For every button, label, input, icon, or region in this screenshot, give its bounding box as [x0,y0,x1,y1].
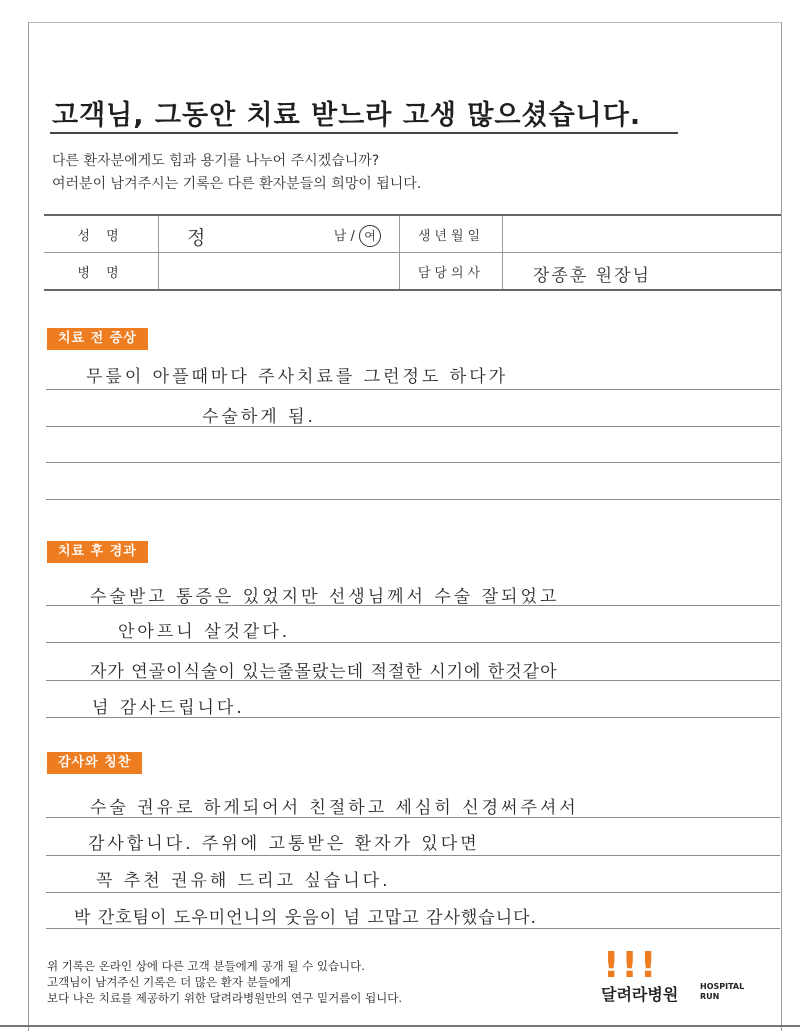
after-line-3: 자가 연골이식술이 있는줄몰랐는데 적절한 시기에 한것같아 [90,662,558,682]
ruled-line [46,426,780,427]
intro-line-2: 여러분이 남겨주시는 기록은 다른 환자분들의 희망이 됩니다. [52,176,422,192]
disease-label: 병 명 [44,253,159,291]
gender-male[interactable]: 남 [333,229,347,244]
before-line-1: 무릎이 아플때마다 주사치료를 그런정도 하다가 [86,367,509,387]
thanks-line-2: 감사합니다. 주위에 고통받은 환자가 있다면 [88,834,480,854]
ruled-line [46,928,780,929]
ruled-line [46,499,780,500]
section-before-label: 치료 전 증상 [47,328,148,350]
intro-line-1: 다른 환자분에게도 힘과 용기를 나누어 주시겠습니까? [52,153,380,169]
doctor-label: 담당의사 [400,253,503,291]
logo-name-english-2: RUN [700,992,720,1001]
name-field[interactable] [159,215,400,253]
ruled-line [46,717,780,718]
logo-name-english-1: HOSPITAL [700,982,745,991]
ruled-line [46,462,780,463]
name-value: 정 [187,227,208,249]
ruled-line [46,389,780,390]
after-line-4: 넘 감사드립니다. [92,698,245,718]
ruled-line [46,892,780,893]
section-thanks-label: 감사와 칭찬 [47,752,142,774]
title-underline [50,132,678,134]
ruled-line [46,680,780,681]
doctor-field[interactable] [503,253,782,291]
before-line-2: 수술하게 됨. [202,407,316,427]
bottom-border [0,1025,800,1027]
info-row-1 [44,215,781,253]
after-line-2: 안아프니 살것같다. [118,622,291,642]
patient-info-table [44,214,781,291]
disease-field[interactable] [159,253,400,291]
footer-line-2: 고객님이 남겨주신 기록은 더 많은 환자 분들에게 [47,975,292,989]
ruled-line [46,605,780,606]
gender-selector[interactable]: 남 / 여 [334,225,381,247]
gender-female-circled[interactable]: 여 [359,225,381,247]
thanks-line-1: 수술 권유로 하게되어서 친절하고 세심히 신경써주셔서 [90,798,579,818]
footer-line-1: 위 기록은 온라인 상에 다른 고객 분들에게 공개 될 수 있습니다. [47,959,365,973]
logo-exclamation-marks: !!! [603,945,659,986]
section-after-label: 치료 후 경과 [47,541,148,563]
footer-line-3: 보다 나은 치료를 제공하기 위한 달려라병원만의 연구 밑거름이 됩니다. [47,991,403,1005]
ruled-line [46,817,780,818]
hospital-logo [601,945,751,1014]
birth-label: 생년월일 [400,215,503,253]
ruled-line [46,855,780,856]
thanks-line-4: 박 간호팀이 도우미언니의 웃음이 넘 고맙고 감사했습니다. [74,908,537,928]
name-label: 성 명 [44,215,159,253]
info-row-2 [44,253,781,291]
page-title: 고객님, 그동안 치료 받느라 고생 많으셨습니다. [52,100,642,131]
after-line-1: 수술받고 통증은 있었지만 선생님께서 수술 잘되었고 [90,587,560,607]
logo-name-korean: 달려라병원 [601,985,679,1004]
doctor-value: 장종훈 원장님 [533,266,651,286]
birth-field[interactable] [503,215,782,253]
ruled-line [46,642,780,643]
thanks-line-3: 꼭 추천 권유해 드리고 싶습니다. [96,871,391,891]
